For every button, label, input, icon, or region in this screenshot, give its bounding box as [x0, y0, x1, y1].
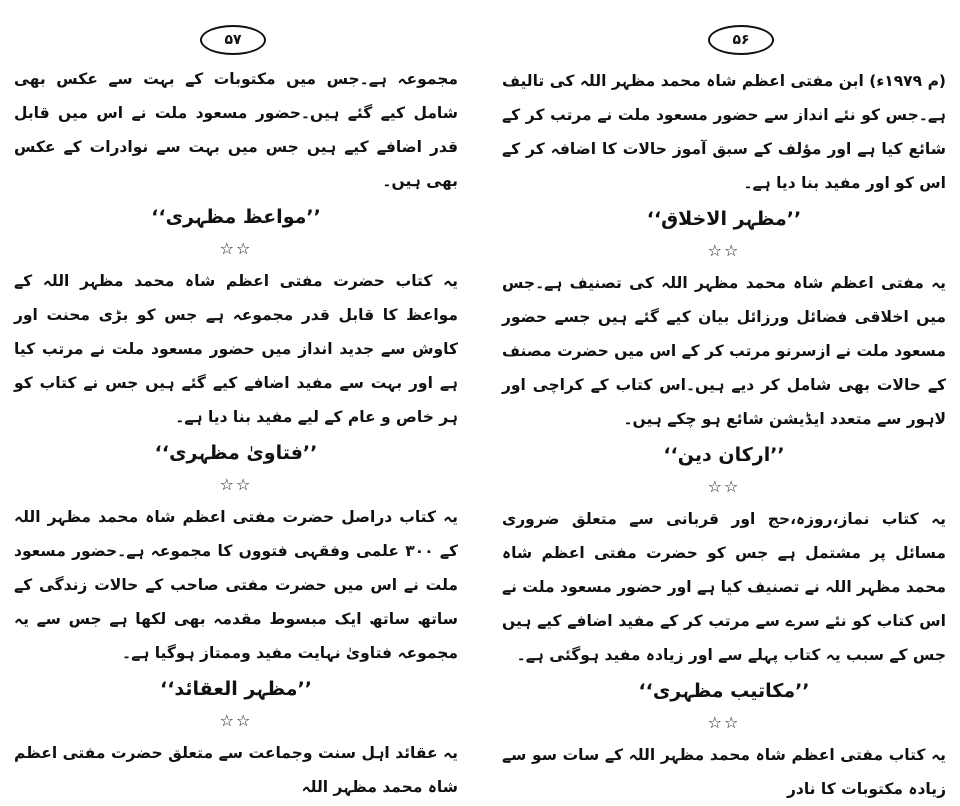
star-ornament-icon: ☆☆	[707, 713, 741, 732]
page-number-badge: ۵۷	[200, 25, 266, 55]
right-page	[480, 0, 960, 803]
intro-paragraph: مجموعہ ہے۔جس میں مکتوبات کے بہت سے عکس بھی شامل کیے گئے ہیں۔حضور مسعود ملت نے اس میں قابل قدر اضافے کیے ہیں جس میں بہت سے نوادرات کے عکس بھی ہیں۔	[14, 70, 458, 190]
section-body: یہ کتاب مفتی اعظم شاہ محمد مظہر اللہ کے سات سو سے زیادہ مکتوبات کا نادر	[502, 746, 946, 798]
star-ornament-icon: ☆☆	[707, 241, 741, 260]
star-ornament-icon: ☆☆	[219, 711, 253, 730]
section-makateeb-mazhari	[502, 674, 946, 806]
section-heading: ’’مظہر الاخلاق‘‘	[646, 208, 802, 230]
section-body: یہ کتاب دراصل حضرت مفتی اعظم شاہ محمد مظہر اللہ کے ۳۰۰ علمی وفقہی فتووں کا مجموعہ ہے۔حضور مسعود ملت نے اس میں حضرت مفتی صاحب کے حالات زندگی کے ساتھ ساتھ ایک مبسوط مقدمہ بھی لکھا ہے جس سے یہ مجموعہ فتاویٰ نہایت مفید وممتاز ہوگیا ہے۔	[14, 508, 458, 662]
page-number-badge: ۵۶	[708, 25, 774, 55]
intro-paragraph: (م ۱۹۷۹ء) ابن مفتی اعظم شاہ محمد مظہر اللہ کی تالیف ہے۔جس کو نئے انداز سے حضور مسعود ملت نے مرتب کر کے شائع کیا ہے اور مؤلف کے سبق آموز حالات کا اضافہ کر کے اس کو اور مفید بنا دیا ہے۔	[502, 72, 947, 192]
section-body: یہ عقائد اہل سنت وجماعت سے متعلق حضرت مفتی اعظم شاہ محمد مظہر اللہ	[14, 744, 458, 796]
left-page	[0, 0, 480, 803]
star-ornament-icon: ☆☆	[219, 475, 253, 494]
section-body: یہ کتاب نماز،روزہ،حج اور قربانی سے متعلق ضروری مسائل پر مشتمل ہے جس کو حضرت مفتی اعظم شاہ محمد مظہر اللہ نے تصنیف کیا ہے اور حضور مسعود ملت نے اس کتاب کو نئے سرے سے مرتب کر کے مفید اضافے کیے ہیں جس کے سبب یہ کتاب پہلے سے اور زیادہ مفید ہوگئی ہے۔	[502, 510, 946, 664]
section-body: یہ کتاب حضرت مفتی اعظم شاہ محمد مظہر اللہ کے مواعظ کا قابل قدر مجموعہ ہے جس کو بڑی محنت اور کاوش سے جدید انداز میں حضور مسعود ملت نے مرتب کیا ہے اور بہت سے مفید اضافے کیے گئے ہیں جس نے کتاب کو ہر خاص و عام کے لیے مفید بنا دیا ہے۔	[14, 272, 458, 426]
section-heading: ’’مکاتیب مظہری‘‘	[638, 680, 810, 702]
star-ornament-icon: ☆☆	[219, 239, 253, 258]
section-fatawa-mazhari	[14, 436, 458, 670]
section-arkan-e-deen	[502, 438, 946, 672]
section-body: یہ مفتی اعظم شاہ محمد مظہر اللہ کی تصنیف ہے۔جس میں اخلاقی فضائل ورزائل بیان کیے گئے ہیں جسے حضور مسعود ملت نے ازسرنو مرتب کر کے اس میں حضرت مصنف کے حالات بھی شامل کر دیے ہیں۔اس کتاب کے کراچی اور لاہور سے متعدد ایڈیشن شائع ہو چکے ہیں۔	[502, 274, 946, 428]
section-heading: ’’ارکان دین‘‘	[663, 444, 785, 466]
section-mazhar-ul-aqaid	[14, 672, 458, 804]
star-ornament-icon: ☆☆	[707, 477, 741, 496]
section-heading: ’’مواعظ مظہری‘‘	[151, 206, 321, 228]
section-heading: ’’مظہر العقائد‘‘	[160, 678, 312, 700]
section-heading: ’’فتاویٰ مظہری‘‘	[154, 442, 318, 464]
section-mazhar-ul-akhlaq	[502, 202, 946, 436]
section-mawaiz-mazhari	[14, 200, 458, 434]
